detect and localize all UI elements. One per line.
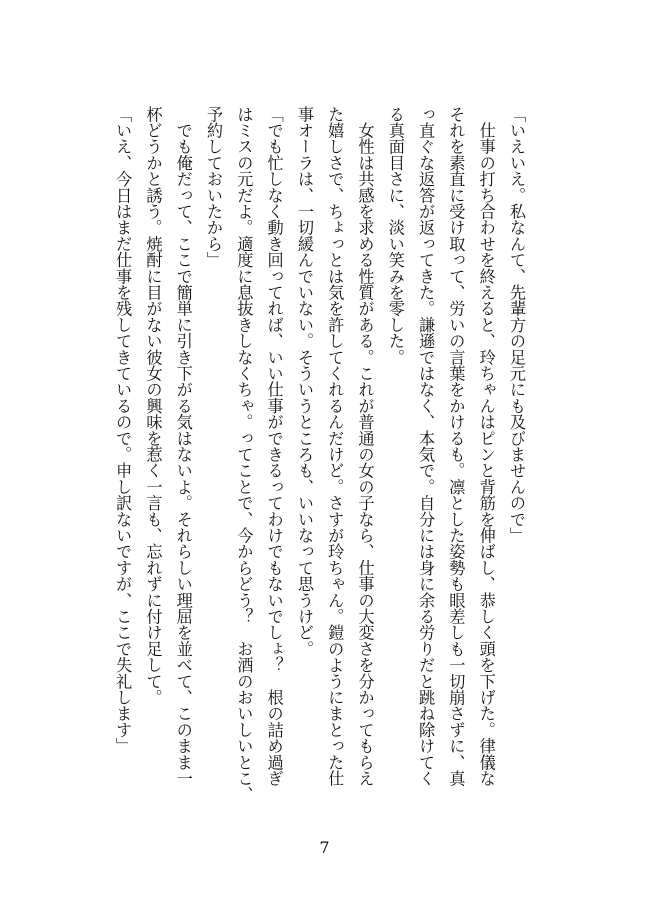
text-line-2: 仕事の打ち合わせを終えると、玲ちゃんはピンと背筋を伸ばし、恭しく頭を下げた。律儀な (476, 106, 496, 787)
text-line-8: 事オーラは、一切緩んでいない。そういうところも、いいなって思うけど。 (294, 106, 314, 657)
text-line-13: 杯どうかと誘う。焼酎に目がない彼女の興味を惹く一言も、忘れずに付け足して。 (143, 106, 163, 706)
text-line-5: る真面目さに、淡い笑みを零した。 (385, 106, 405, 366)
text-line-7: た嬉しさで、ちょっとは気を許してくれるんだけど。さすが玲ちゃん。鎧のようにまとった仕 (325, 106, 345, 787)
text-line-3: それを素直に受け取って、労いの言葉をかけるも。凛とした姿勢も眼差しも一切崩さずに、真 (446, 106, 466, 787)
page-number: 7 (319, 838, 330, 857)
text-line-6: 女性は共感を求める性質がある。これが普通の女の子なら、仕事の大変さを分かってもらえ (355, 106, 375, 787)
text-line-1: 「いえいえ。私なんて、先輩方の足元にも及びませんので」 (507, 106, 526, 544)
text-line-14: 「いえ、今日はまだ仕事を残してきているので。申し訳ないですが、ここで失礼します」 (113, 106, 133, 754)
text-line-10: はミスの元だよ。適度に息抜きしなくちゃ。ってことで、今からどう？ お酒のおいしいとこ、 (234, 106, 254, 803)
vertical-text-body (111, 106, 531, 826)
text-line-9: 「でも忙しなく動き回ってれば、いい仕事ができるってわけでもないでしょ？ 根の詰め過ぎ (264, 106, 284, 787)
text-line-4: っ直ぐな返答が返ってきた。謙遜ではなく、本気で。自分には身に余る労りだと跳ね除けてく (416, 106, 436, 787)
text-line-11: 予約しておいたから」 (204, 106, 224, 268)
text-line-12: でも俺だって、ここで簡単に引き下がる気はないよ。それらしい理屈を並べて、このまま一 (173, 106, 193, 787)
